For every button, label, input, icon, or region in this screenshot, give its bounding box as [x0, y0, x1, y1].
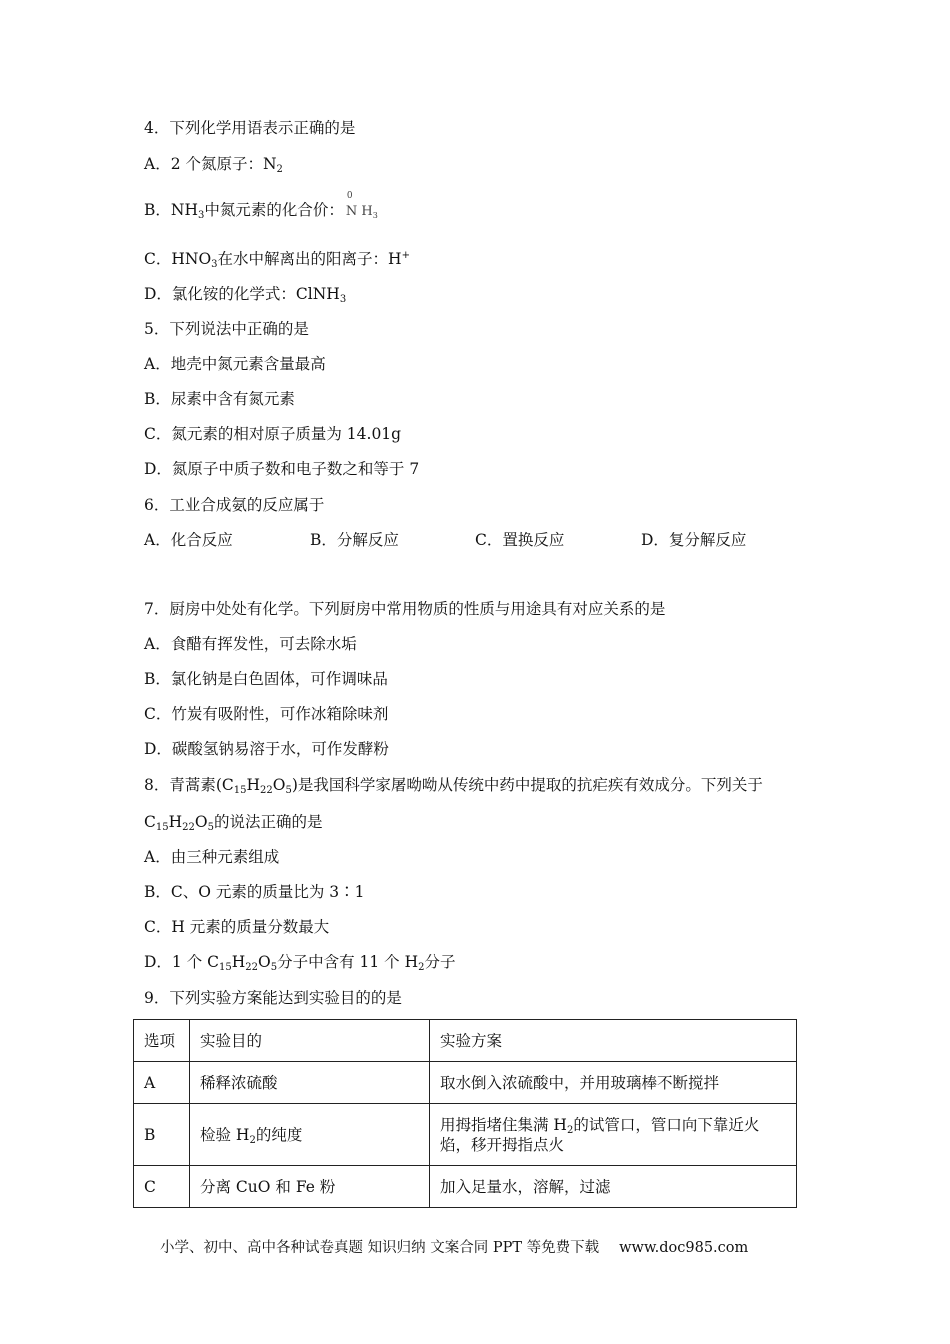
footer-text: 小学、初中、高中各种试卷真题 知识归纳 文案合同 PPT 等免费下载 — [160, 1240, 600, 1256]
q8-stem-line2: $C_{15}H_{22}O_5$的说法正确的是 — [144, 813, 323, 833]
q6-option-a: A．化合反应 — [144, 531, 233, 549]
header-plan: 实验方案 — [430, 1020, 797, 1062]
q8-stem: 8．青蒿素$(C_{15}H_{22}O_5)$是我国科学家屠呦呦从传统中药中提取的抗疟疾有效成分。下列关于 — [144, 776, 763, 796]
row-option: C — [134, 1166, 190, 1208]
q5-option-c: C．氮元素的相对原子质量为 14.01g — [144, 425, 402, 443]
table-header-row — [134, 1020, 797, 1062]
row-purpose: 分离 CuO 和 Fe 粉 — [190, 1166, 430, 1208]
nh3-valence-formula: 0 N $H_3$ — [345, 191, 378, 220]
table-row — [134, 1166, 797, 1208]
header-purpose: 实验目的 — [190, 1020, 430, 1062]
row-purpose: 检验 $H_2$的纯度 — [190, 1104, 430, 1166]
q4-option-c: C．$HNO_3$在水中解离出的阳离子：H+ — [144, 250, 410, 270]
q6-stem: 6．工业合成氨的反应属于 — [144, 496, 325, 514]
row-purpose: 稀释浓硫酸 — [190, 1062, 430, 1104]
q7-option-c: C．竹炭有吸附性，可作冰箱除味剂 — [144, 705, 389, 723]
q7-option-a: A．食醋有挥发性，可去除水垢 — [144, 635, 357, 653]
row-plan: 用拇指堵住集满 $H_2$的试管口，管口向下靠近火 焰，移开拇指点火 — [430, 1104, 797, 1166]
row-option: A — [134, 1062, 190, 1104]
q8-option-c: C．H 元素的质量分数最大 — [144, 918, 330, 936]
header-option: 选项 — [134, 1020, 190, 1062]
q5-option-d: D．氮原子中质子数和电子数之和等于 7 — [144, 460, 420, 478]
q9-stem: 9．下列实验方案能达到实验目的的是 — [144, 989, 402, 1007]
q7-stem: 7．厨房中处处有化学。下列厨房中常用物质的性质与用途具有对应关系的是 — [144, 600, 666, 618]
q6-option-c: C．置换反应 — [475, 531, 565, 549]
q8-option-d: D．1 个 $C_{15}H_{22}O_5$分子中含有 11 个 $H_2$分子 — [144, 953, 456, 973]
q4-stem: 4．下列化学用语表示正确的是 — [144, 119, 356, 137]
q8-option-a: A．由三种元素组成 — [144, 848, 280, 866]
footer-url[interactable]: www.doc985.com — [619, 1240, 749, 1256]
row-plan: 加入足量水，溶解，过滤 — [430, 1166, 797, 1208]
q7-option-d: D．碳酸氢钠易溶于水，可作发酵粉 — [144, 740, 389, 758]
q8-option-b: B．C、O 元素的质量比为 3∶1 — [144, 883, 365, 901]
q5-stem: 5．下列说法中正确的是 — [144, 320, 309, 338]
page-footer — [160, 1238, 748, 1258]
q5-option-b: B．尿素中含有氮元素 — [144, 390, 295, 408]
table-row — [134, 1062, 797, 1104]
q4-option-d: D．氯化铵的化学式：ClNH$_3$ — [144, 285, 347, 305]
q6-option-d: D．复分解反应 — [641, 531, 747, 549]
q6-option-b: B．分解反应 — [310, 531, 399, 549]
q4-option-b: B．$NH_3$中氮元素的化合价： 0 N $H_3$ — [144, 191, 378, 221]
row-option: B — [134, 1104, 190, 1166]
experiment-table — [133, 1019, 797, 1208]
q7-option-b: B．氯化钠是白色固体，可作调味品 — [144, 670, 388, 688]
table-row — [134, 1104, 797, 1166]
row-plan: 取水倒入浓硫酸中，并用玻璃棒不断搅拌 — [430, 1062, 797, 1104]
q4-option-a: A．2 个氮原子：$N_2$ — [144, 155, 283, 175]
q5-option-a: A．地壳中氮元素含量最高 — [144, 355, 326, 373]
